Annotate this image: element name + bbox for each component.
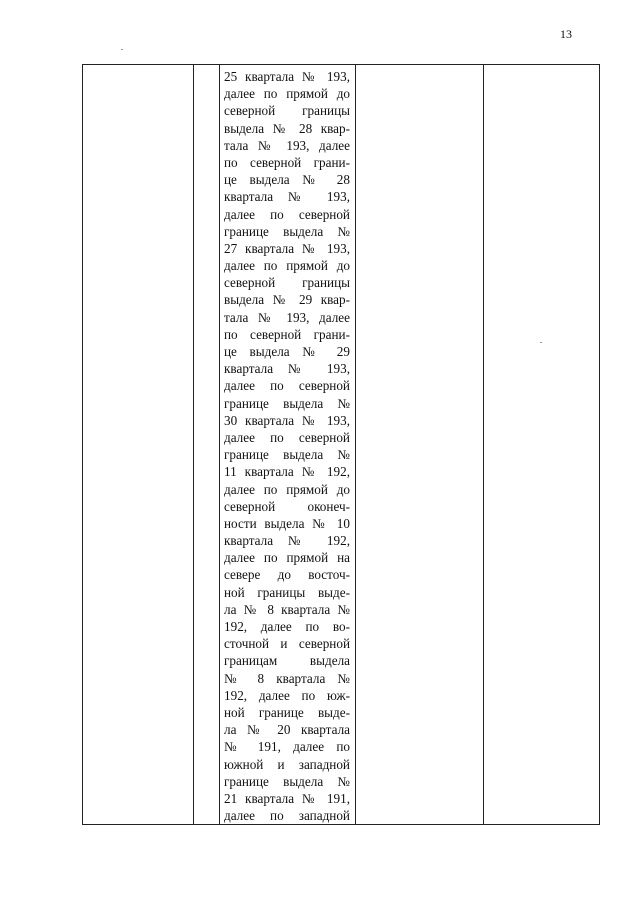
description-line: далее по северной	[224, 429, 350, 445]
table-cell-col-1	[83, 65, 194, 825]
description-line: 27 квартала № 193,	[224, 240, 350, 256]
description-line: северной границы	[224, 103, 350, 119]
description-line: 192, далее по юж-	[224, 687, 350, 703]
table-cell-boundary-description	[220, 65, 356, 825]
table-cell-col-2	[194, 65, 220, 825]
description-line: це выдела № 28	[224, 172, 350, 188]
description-line: ной границы выде-	[224, 584, 350, 600]
description-line: ной границе выде-	[224, 704, 350, 720]
description-line: 25 квартала № 193,	[224, 69, 350, 84]
description-line: по северной грани-	[224, 326, 350, 342]
description-line: квартала № 193,	[224, 361, 350, 377]
description-line: далее по северной	[224, 378, 350, 394]
description-line: квартала № 192,	[224, 533, 350, 549]
boundary-description-text	[220, 65, 355, 824]
scan-speck	[121, 49, 123, 50]
description-line: далее по прямой до	[224, 258, 350, 274]
description-line: 192, далее по во-	[224, 619, 350, 634]
description-line: северной оконеч-	[224, 498, 350, 514]
description-line: це выдела № 29	[224, 344, 350, 359]
description-line: границе выдела №	[224, 223, 350, 239]
boundary-description-table	[82, 64, 600, 825]
table-row	[83, 65, 600, 825]
table-cell-col-5	[484, 65, 600, 825]
description-line: 30 квартала № 193,	[224, 412, 350, 428]
description-line: севере до восточ-	[224, 567, 350, 583]
description-line: северной границы	[224, 275, 350, 291]
description-line: ности выдела № 10	[224, 515, 350, 531]
description-line: № 8 квартала №	[224, 670, 350, 686]
description-line: 21 квартала № 191,	[224, 790, 350, 806]
description-line: сточной и северной	[224, 636, 350, 652]
description-line: далее по северной	[224, 206, 350, 222]
description-line: квартала № 193,	[224, 189, 350, 205]
description-line: далее по прямой до	[224, 86, 350, 102]
description-line: 11 квартала № 192,	[224, 464, 350, 480]
table-cell-col-4	[356, 65, 484, 825]
description-line: границе выдела №	[224, 395, 350, 411]
description-line: далее по западной	[224, 808, 350, 824]
description-line: границе выдела №	[224, 773, 350, 789]
description-line: далее по прямой на	[224, 550, 350, 566]
description-line: границам выдела	[224, 653, 350, 669]
description-line: № 191, далее по	[224, 739, 350, 755]
description-line: выдела № 28 квар-	[224, 120, 350, 136]
description-line: тала № 193, далее	[224, 137, 350, 153]
description-line: ла № 8 квартала №	[224, 601, 350, 617]
description-line: далее по прямой до	[224, 481, 350, 497]
description-line: по северной грани-	[224, 154, 350, 170]
page-number: 13	[560, 27, 572, 41]
description-line: ла № 20 квартала	[224, 722, 350, 738]
description-line: границе выдела №	[224, 447, 350, 463]
description-line: выдела № 29 квар-	[224, 292, 350, 308]
description-line: тала № 193, далее	[224, 309, 350, 325]
description-line: южной и западной	[224, 756, 350, 772]
